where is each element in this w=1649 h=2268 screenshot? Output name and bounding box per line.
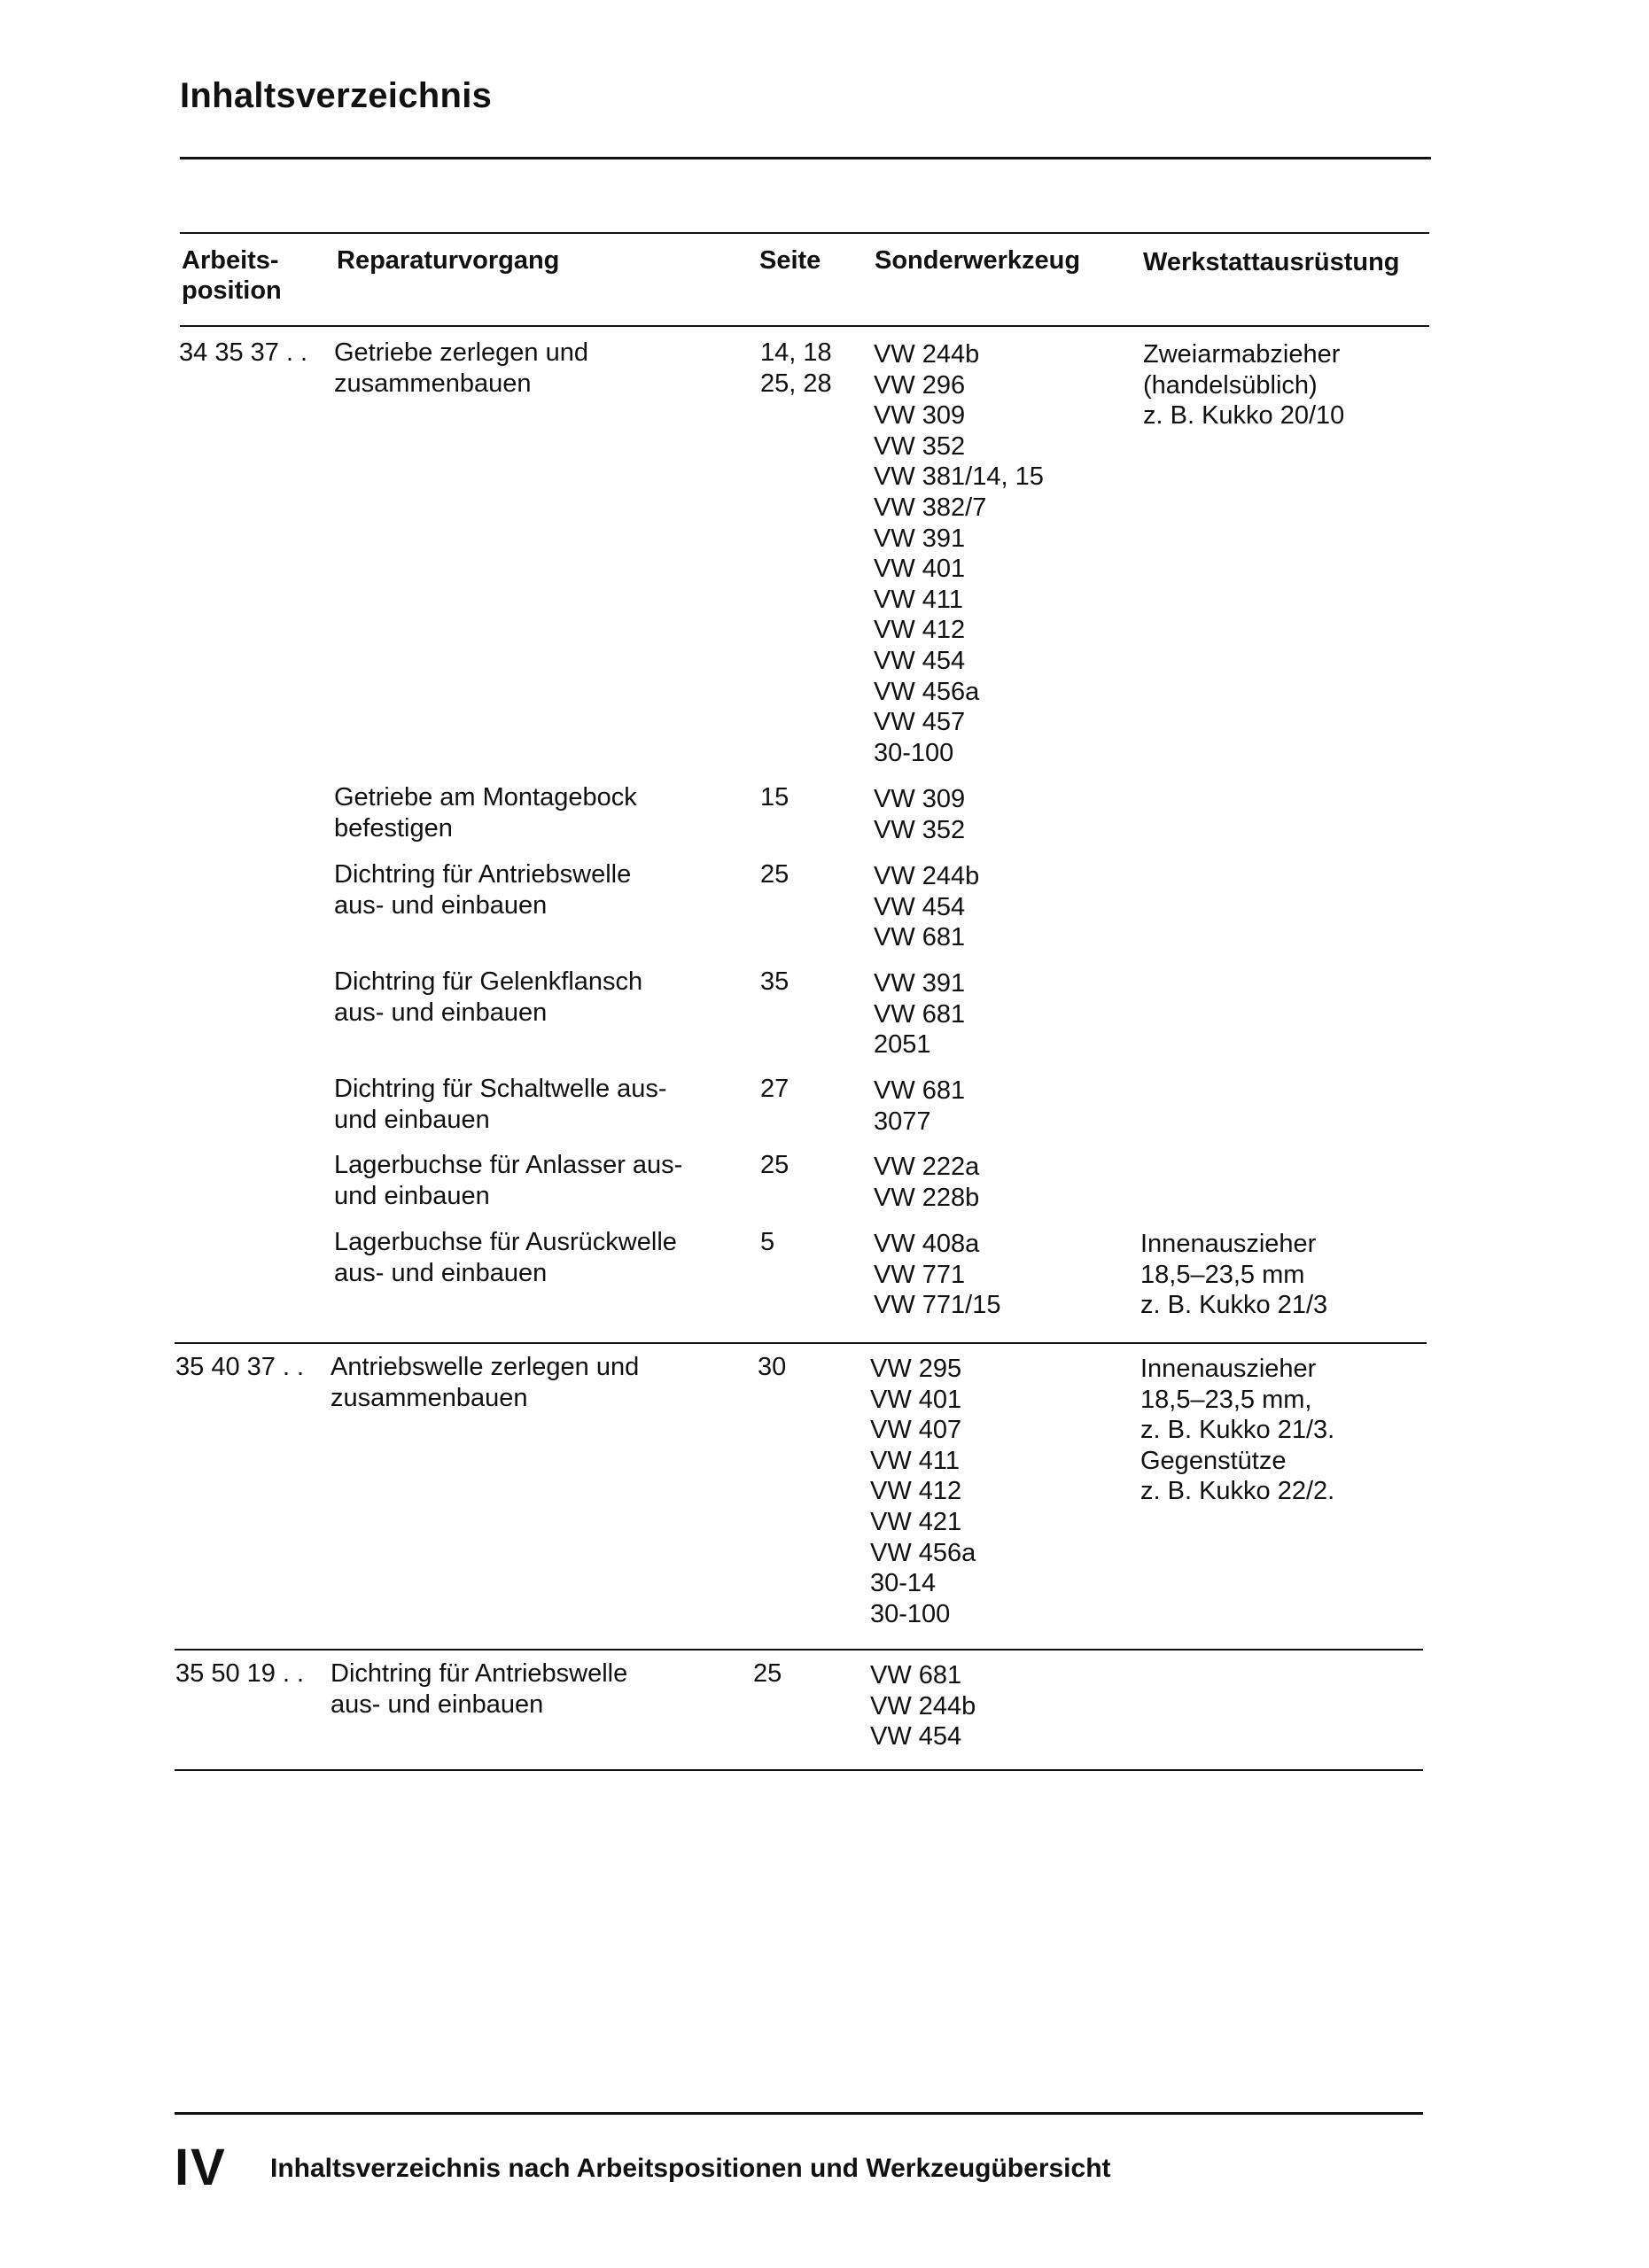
row-tools: VW 244b VW 454 VW 681 [874,862,980,952]
page-title: Inhaltsverzeichnis [180,76,493,115]
footer-divider [175,2112,1423,2115]
group-divider [175,1342,1427,1344]
row-tools: VW 309 VW 352 [874,785,966,844]
row-pages: 35 [760,967,789,996]
row-procedure: Dichtring für Antriebswelle aus- und einbauen [334,860,632,920]
header-procedure: Reparaturvorgang [337,246,560,275]
row-position: 35 40 37 . . [175,1353,305,1381]
header-bottom-divider [180,325,1429,327]
row-tools: VW 222a VW 228b [874,1153,980,1212]
row-procedure: Getriebe zerlegen und zusammenbauen [334,338,588,398]
table-bottom-divider [175,1769,1423,1771]
row-pages: 25 [753,1659,782,1688]
row-pages: 15 [760,783,789,812]
title-divider [180,157,1431,159]
row-pages: 14, 18 25, 28 [760,338,832,398]
row-procedure: Getriebe am Montagebock befestigen [334,783,637,843]
row-pages: 30 [758,1353,787,1381]
row-pages: 25 [760,860,789,889]
row-procedure: Dichtring für Schaltwelle aus- und einbauen [334,1075,667,1134]
group-divider [175,1649,1423,1651]
row-tools: VW 391 VW 681 2051 [874,969,966,1060]
row-procedure: Lagerbuchse für Ausrückwelle aus- und einbauen [334,1228,677,1287]
footer-caption: Inhaltsverzeichnis nach Arbeitspositionen und Werkzeugübersicht [270,2154,1111,2183]
row-equipment: Zweiarmabzieher (handelsüblich) z. B. Kukko 20/10 [1143,340,1345,431]
row-position: 34 35 37 . . [179,338,308,367]
row-tools: VW 408a VW 771 VW 771/15 [874,1230,1001,1320]
section-number: IV [175,2139,227,2196]
header-position-line: position [182,276,282,305]
header-position [182,245,282,306]
header-page: Seite [759,246,821,275]
header-special-tools: Sonderwerkzeug [875,246,1081,275]
header-top-divider [180,232,1429,234]
row-procedure: Lagerbuchse für Anlasser aus- und einbauen [334,1151,683,1210]
header-position-line: Arbeits- [182,246,279,275]
row-pages: 27 [760,1075,789,1103]
row-position: 35 50 19 . . [175,1659,305,1688]
row-tools: VW 295 VW 401 VW 407 VW 411 VW 412 VW 421 VW 456a 30-14 30-100 [870,1355,976,1628]
row-equipment: Innenauszieher 18,5–23,5 mm z. B. Kukko 21/3 [1140,1230,1328,1320]
header-workshop-equipment: Werkstattausrüstung [1143,248,1400,276]
row-tools: VW 681 3077 [874,1076,966,1136]
row-procedure: Dichtring für Antriebswelle aus- und einbauen [331,1659,628,1719]
row-tools: VW 244b VW 296 VW 309 VW 352 VW 381/14, 15 VW 382/7 VW 391 VW 401 VW 411 VW 412 VW 454 VW 456a VW 457 30-100 [874,340,1044,767]
row-procedure: Antriebswelle zerlegen und zusammenbauen [331,1353,640,1412]
row-pages: 25 [760,1151,789,1179]
row-procedure: Dichtring für Gelenkflansch aus- und einbauen [334,967,643,1027]
row-equipment: Innenauszieher 18,5–23,5 mm, z. B. Kukko 21/3. Gegenstütze z. B. Kukko 22/2. [1140,1355,1335,1506]
row-pages: 5 [760,1228,775,1256]
row-tools: VW 681 VW 244b VW 454 [870,1661,976,1751]
